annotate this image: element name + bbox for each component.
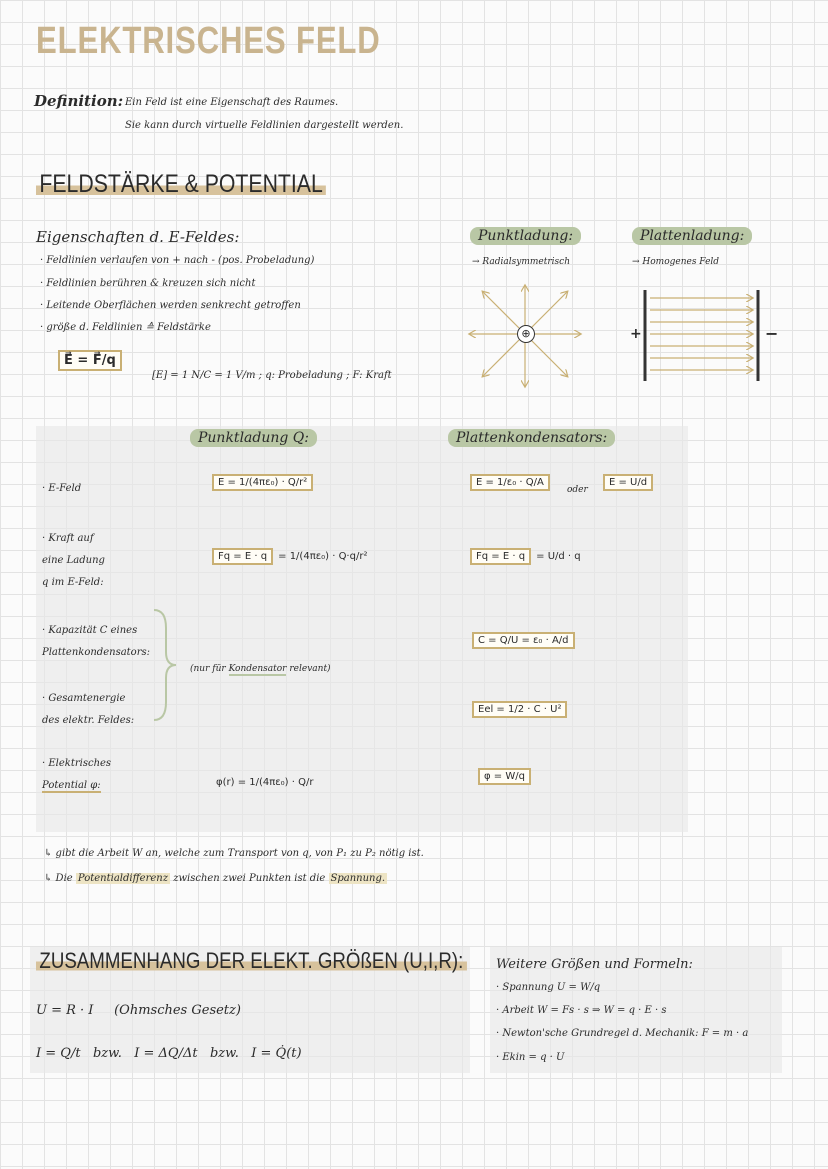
more-item: · Newton'sche Grundregel d. Mechanik: F = m · a xyxy=(496,1028,749,1039)
e-field-point-formula: E = 1/(4πε₀) · Q/r² xyxy=(212,474,313,491)
plate-minus: − xyxy=(765,324,779,343)
definition-line-1: Ein Feld ist eine Eigenschaft des Raumes. xyxy=(125,97,339,108)
current-formulas: I = Q/t bzw. I = ΔQ/Δt bzw. I = Q̇(t) xyxy=(36,1046,302,1061)
capacitor-note: (nur für Kondensator relevant) xyxy=(190,664,331,674)
row-label-capacity: · Kapazität C eines Plattenkondensators: xyxy=(42,625,150,658)
note-work: ↳ gibt die Arbeit W an, welche zum Transport von q, von P₁ zu P₂ nötig ist. xyxy=(44,848,424,859)
definition-label: Definition: xyxy=(34,92,124,110)
force-point-formula: Fq = E · q = 1/(4πε₀) · Q·q/r² xyxy=(212,544,367,565)
row-label-e-field: · E-Feld xyxy=(42,483,82,494)
capacity-formula: C = Q/U = ε₀ · A/d xyxy=(472,632,575,649)
or-label: oder xyxy=(567,485,588,495)
potential-point-formula: φ(r) = 1/(4πε₀) · Q/r xyxy=(216,777,314,788)
force-plate-formula: Fq = E · q = U/d · q xyxy=(470,544,581,565)
potential-plate-formula: φ = W/q xyxy=(478,768,531,785)
row-label-potential: · Elektrisches Potential φ: xyxy=(42,758,112,791)
more-item: · Spannung U = W/q xyxy=(496,982,601,993)
page-title: ELEKTRISCHES FELD xyxy=(36,20,381,62)
e-field-plate-formula: E = 1/ε₀ · Q/A xyxy=(470,474,550,491)
section-heading-relations: ZUSAMMENHANG DER ELEKT. GRÖßEN (U,I,R): xyxy=(36,948,467,974)
e-field-plate-formula-2: E = U/d xyxy=(603,474,653,491)
property-item: · Feldlinien berühren & kreuzen sich nicht xyxy=(40,278,256,289)
more-heading: Weitere Größen und Formeln: xyxy=(496,957,693,972)
field-strength-formula: E⃗ = F⃗/q xyxy=(58,350,122,371)
point-charge-heading: Punktladung: xyxy=(470,228,581,244)
homogeneous-field-diagram xyxy=(640,288,765,383)
more-item: · Arbeit W = Fs · s ⇒ W = q · E · s xyxy=(496,1005,667,1016)
properties-heading: Eigenschaften d. E-Feldes: xyxy=(36,228,240,246)
note-voltage: ↳ Die Potentialdifferenz zwischen zwei Punkten ist die Spannung. xyxy=(44,873,386,884)
plate-charge-heading: Plattenladung: xyxy=(632,228,752,244)
energy-formula: Eel = 1/2 · C · U² xyxy=(472,701,567,718)
property-item: · Leitende Oberflächen werden senkrecht getroffen xyxy=(40,300,301,311)
column-heading-plate: Plattenkondensators: xyxy=(448,430,615,446)
plate-charge-sub: → Homogenes Feld xyxy=(632,257,720,267)
point-charge-symbol: ⊕ xyxy=(517,325,535,343)
property-item: · größe d. Feldlinien ≙ Feldstärke xyxy=(40,322,211,333)
plate-plus: + xyxy=(630,326,642,342)
section-heading-feldstaerke: FELDSTÄRKE & POTENTIAL xyxy=(36,170,326,199)
column-heading-point: Punktladung Q: xyxy=(190,430,317,446)
brace-icon xyxy=(150,608,180,722)
definition-line-2: Sie kann durch virtuelle Feldlinien dargestellt werden. xyxy=(125,120,404,131)
row-label-energy: · Gesamtenergie des elektr. Feldes: xyxy=(42,693,135,726)
field-units: [E] = 1 N/C = 1 V/m ; q: Probeladung ; F: Kraft xyxy=(152,370,392,381)
more-item: · Ekin = q · U xyxy=(496,1052,565,1063)
point-charge-sub: → Radialsymmetrisch xyxy=(472,257,570,267)
row-label-force: · Kraft auf eine Ladung q im E-Feld: xyxy=(42,533,105,588)
property-item: · Feldlinien verlaufen von + nach - (pos. Probeladung) xyxy=(40,255,315,266)
ohm-law: U = R · I (Ohmsches Gesetz) xyxy=(36,1003,241,1018)
